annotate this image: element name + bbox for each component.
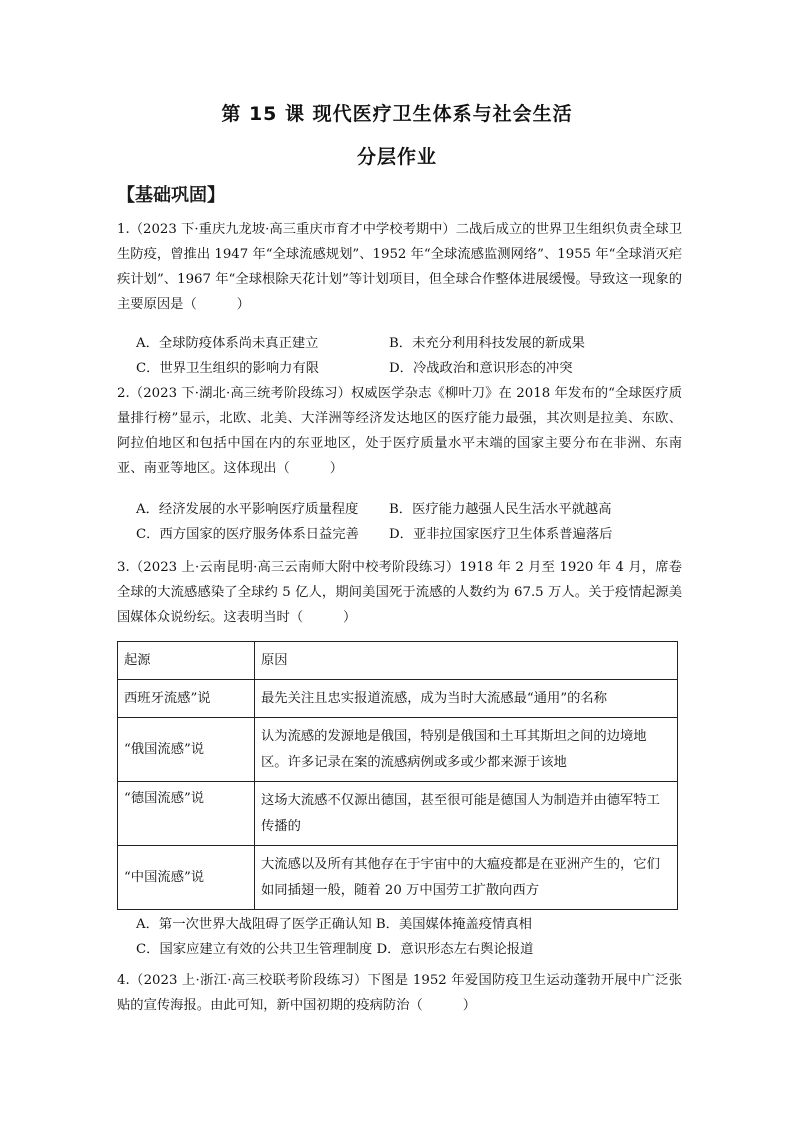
option-d: D．亚非拉国家医疗卫生体系普遍落后	[389, 527, 613, 542]
table-row	[118, 680, 678, 718]
table-cell: 认为流感的发源地是俄国，特别是俄国和土耳其斯坦之间的边境地区。许多记录在案的流感病例或多或少都来源于该地	[255, 718, 678, 782]
question-1-text: 1.（2023 下·重庆九龙坡·高三重庆市育才中学校考期中）二战后成立的世界卫生组织负责全球卫生防疫，曾推出 1947 年“全球流感规划”、1952 年“全球流感监测网络”、1955 年“全球消灭疟疾计划”、1967 年“全球根除天花计划”等计划项目，但全球合作整体进展缓慢。导致这一现象的主要原因是（ ）	[117, 222, 682, 312]
question-2-text: 2.（2023 下·湖北·高三统考阶段练习）权威医学杂志《柳叶刀》在 2018 年发布的“全球医疗质量排行榜”显示，北欧、北美、大洋洲等经济发达地区的医疗能力最强，其次则是拉美、东欧、阿拉伯地区和包括中国在内的东亚地区，处于医疗质量水平末端的国家主要分布在非洲、东南亚、南亚等地区。这体现出（ ）	[117, 386, 682, 476]
question-2-options	[136, 497, 681, 547]
table-header-cell: 原因	[255, 642, 678, 680]
option-a: A．经济发展的水平影响医疗质量程度	[136, 502, 359, 517]
option-b: B．医疗能力越强人民生活水平就越高	[389, 502, 612, 517]
option-a: A．全球防疫体系尚未真正建立	[136, 336, 319, 351]
option-b: B．未充分利用科技发展的新成果	[389, 336, 585, 351]
option-c-d: C．国家应建立有效的公共卫生管理制度 D．意识形态左右舆论报道	[136, 942, 534, 957]
question-1-options	[136, 331, 681, 381]
option-c: C．世界卫生组织的影响力有限	[136, 361, 320, 376]
option-a-b: A．第一次世界大战阻碍了医学正确认知 B．美国媒体掩盖疫情真相	[136, 917, 532, 932]
question-3-text: 3.（2023 上·云南昆明·高三云南师大附中校考阶段练习）1918 年 2 月至 1920 年 4 月，席卷全球的大流感感染了全球约 5 亿人，期间美国死于流感的人数约为 67.5 万人。关于疫情起源美国媒体众说纷纭。这表明当时（ ）	[117, 560, 682, 625]
option-d: D．冷战政治和意识形态的冲突	[389, 361, 573, 376]
flu-origin-table	[117, 641, 678, 910]
section-heading: 【基础巩固】	[117, 185, 225, 206]
table-cell: 西班牙流感”说	[118, 680, 255, 718]
table-header-cell: 起源	[118, 642, 255, 680]
question-3-options	[136, 912, 681, 962]
table-row	[118, 846, 678, 910]
page-title: 第 15 课 现代医疗卫生体系与社会生活	[221, 103, 573, 125]
table-cell: “俄国流感”说	[118, 718, 255, 782]
table-cell: 大流感以及所有其他存在于宇宙中的大瘟疫都是在亚洲产生的，它们如同插翅一般，随着 20 万中国劳工扩散向西方	[255, 846, 678, 910]
table-cell: 这场大流感不仅源出德国，甚至很可能是德国人为制造并由德军特工传播的	[255, 782, 678, 846]
table-cell: “德国流感”说	[118, 782, 255, 846]
page-subtitle: 分层作业	[356, 146, 437, 168]
table-row	[118, 718, 678, 782]
option-c: C．西方国家的医疗服务体系日益完善	[136, 527, 359, 542]
table-cell: 最先关注且忠实报道流感，成为当时大流感最“通用”的名称	[255, 680, 678, 718]
question-4-text: 4.（2023 上·浙江·高三校联考阶段练习）下图是 1952 年爱国防疫卫生运动蓬勃开展中广泛张贴的宣传海报。由此可知，新中国初期的疫病防治（ ）	[117, 973, 682, 1013]
table-cell: “中国流感”说	[118, 846, 255, 910]
table-header-row	[118, 642, 678, 680]
table-row	[118, 782, 678, 846]
